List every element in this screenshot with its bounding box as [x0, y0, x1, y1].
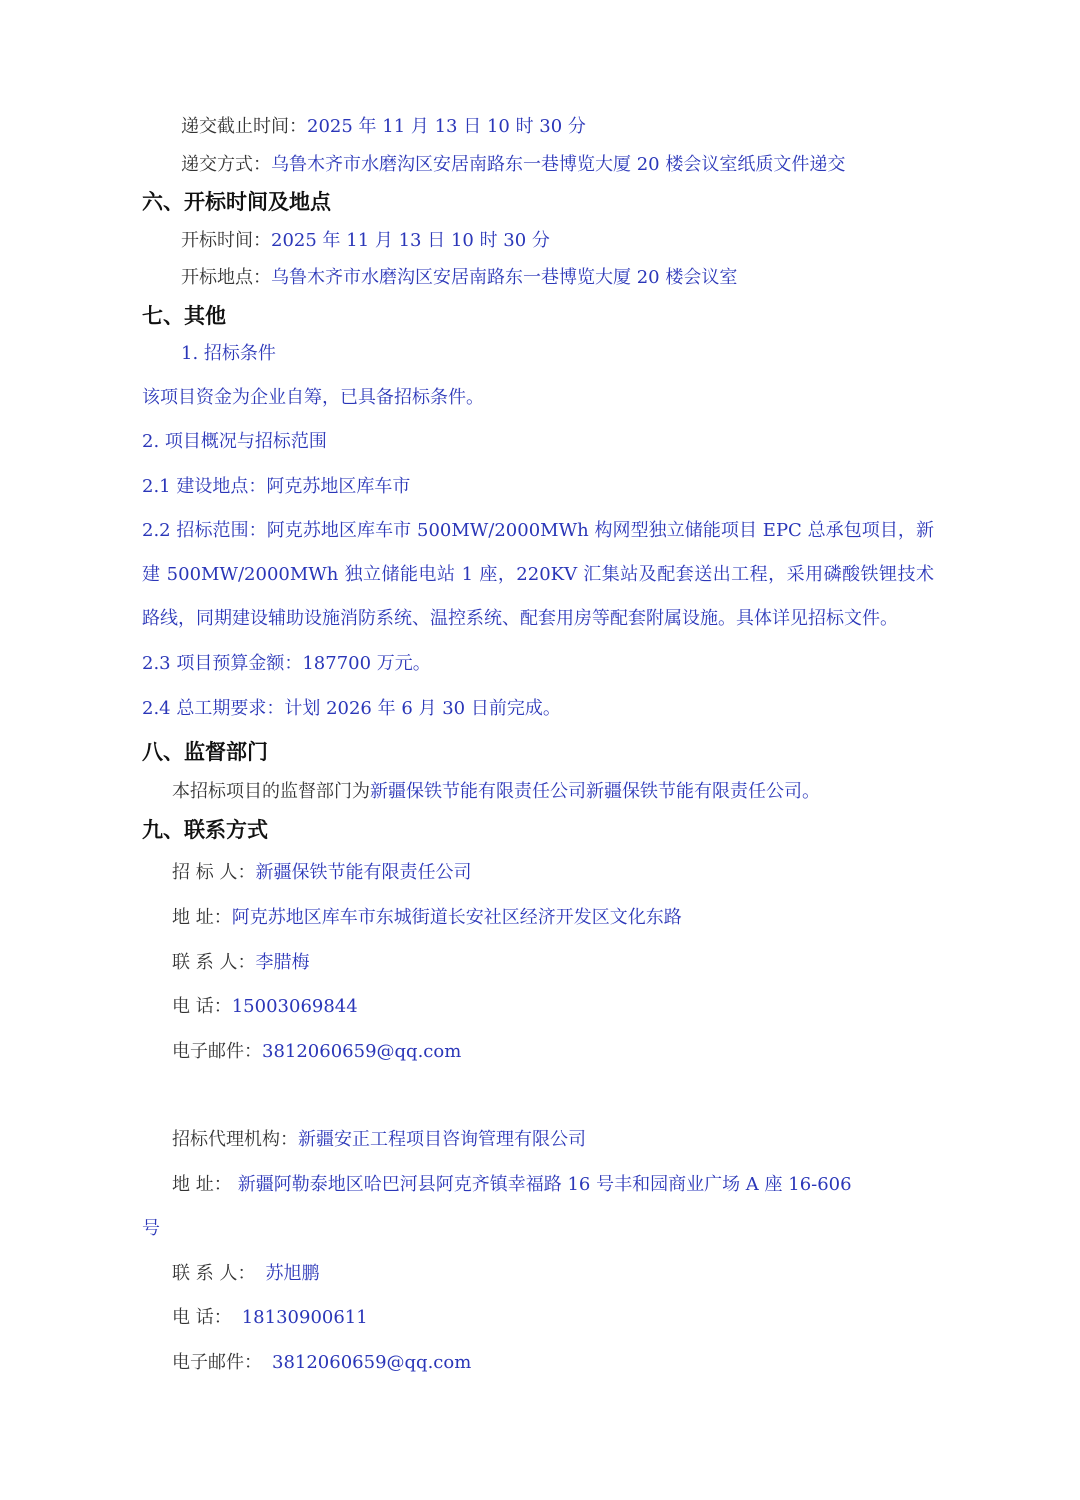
submit-method-value: 乌鲁木齐市水磨沟区安居南路东一巷博览大厦 20 楼会议室纸质文件递交 [271, 154, 846, 175]
agency-contact-label: 联 系 人： [172, 1263, 256, 1284]
tenderer-email-label: 电子邮件： [172, 1041, 262, 1062]
submit-method-line [181, 152, 845, 178]
tenderer-phone-line [172, 994, 358, 1020]
agency-email-line [172, 1350, 471, 1376]
section7-heading: 七、其他 [142, 304, 226, 328]
tenderer-address-label: 地 址： [172, 907, 232, 928]
tenderer-contact-label: 联 系 人： [172, 952, 256, 973]
section8-heading: 八、监督部门 [142, 740, 268, 764]
supervision-dept: 新疆保铁节能有限责任公司新疆保铁节能有限责任公司。 [370, 781, 820, 802]
section6-heading: 六、开标时间及地点 [142, 190, 331, 214]
agency-contact-value: 苏旭鹏 [265, 1263, 320, 1284]
tenderer-name-line [172, 860, 471, 886]
tenderer-address-value: 阿克苏地区库车市东城街道长安社区经济开发区文化东路 [231, 907, 682, 928]
tenderer-email-value[interactable]: 3812060659@qq.com [262, 1041, 462, 1062]
bid-open-place-label: 开标地点： [181, 267, 271, 288]
submit-deadline-line [181, 114, 586, 140]
tenderer-phone-value: 15003069844 [231, 996, 358, 1017]
supervision-line [172, 779, 820, 805]
submit-deadline-label: 递交截止时间： [181, 116, 307, 137]
tender-condition-text: 该项目资金为企业自筹，已具备招标条件。 [142, 387, 484, 408]
submit-method-label: 递交方式： [181, 154, 271, 175]
agency-address-value: 新疆阿勒泰地区哈巴河县阿克齐镇幸福路 16 号丰和园商业广场 A 座 16-606 [237, 1174, 852, 1195]
tenderer-address-line [172, 905, 682, 931]
bid-open-time-line [181, 228, 550, 254]
agency-email-value[interactable]: 3812060659@qq.com [272, 1352, 472, 1373]
project-budget: 2.3 项目预算金额：187700 万元。 [142, 653, 431, 674]
section9-heading: 九、联系方式 [142, 818, 268, 842]
tenderer-phone-label: 电 话： [172, 996, 232, 1017]
tenderer-name-label: 招 标 人： [172, 862, 256, 883]
bid-open-place-value: 乌鲁木齐市水磨沟区安居南路东一巷博览大厦 20 楼会议室 [271, 267, 738, 288]
tender-condition-item: 1. 招标条件 [181, 343, 276, 364]
construction-site: 2.1 建设地点：阿克苏地区库车市 [142, 476, 411, 497]
tenderer-contact-value: 李腊梅 [255, 952, 310, 973]
agency-address-continued: 号 [142, 1218, 160, 1239]
agency-name-value: 新疆安正工程项目咨询管理有限公司 [298, 1129, 586, 1150]
agency-name-line [172, 1127, 586, 1153]
tenderer-name-value: 新疆保铁节能有限责任公司 [255, 862, 472, 883]
bid-open-place-line [181, 265, 737, 291]
project-overview-item: 2. 项目概况与招标范围 [142, 431, 327, 452]
agency-address-line [172, 1172, 852, 1198]
tender-scope: 2.2 招标范围：阿克苏地区库车市 500MW/2000MWh 构网型独立储能项目 EPC 总承包项目，新建 500MW/2000MWh 独立储能电站 1 座，220KV 汇集站及配套送出工程，采用磷酸铁锂技术路线，同期建设辅助设施消防系统、温控系统、配套用房等配套附属设施。具体详见招标文件。 [142, 520, 934, 629]
agency-address-label: 地 址： [172, 1174, 232, 1195]
agency-phone-value: 18130900611 [241, 1307, 368, 1328]
supervision-prefix: 本招标项目的监督部门为 [172, 781, 370, 802]
agency-phone-line [172, 1305, 368, 1331]
tenderer-email-line [172, 1039, 461, 1065]
agency-phone-label: 电 话： [172, 1307, 232, 1328]
agency-email-label: 电子邮件： [172, 1352, 262, 1373]
bid-open-time-label: 开标时间： [181, 230, 271, 251]
construction-period: 2.4 总工期要求：计划 2026 年 6 月 30 日前完成。 [142, 698, 561, 719]
tenderer-contact-line [172, 950, 309, 976]
bid-open-time-value: 2025 年 11 月 13 日 10 时 30 分 [271, 230, 550, 251]
submit-deadline-value: 2025 年 11 月 13 日 10 时 30 分 [307, 116, 586, 137]
agency-name-label: 招标代理机构： [172, 1129, 298, 1150]
agency-contact-line [172, 1261, 319, 1287]
